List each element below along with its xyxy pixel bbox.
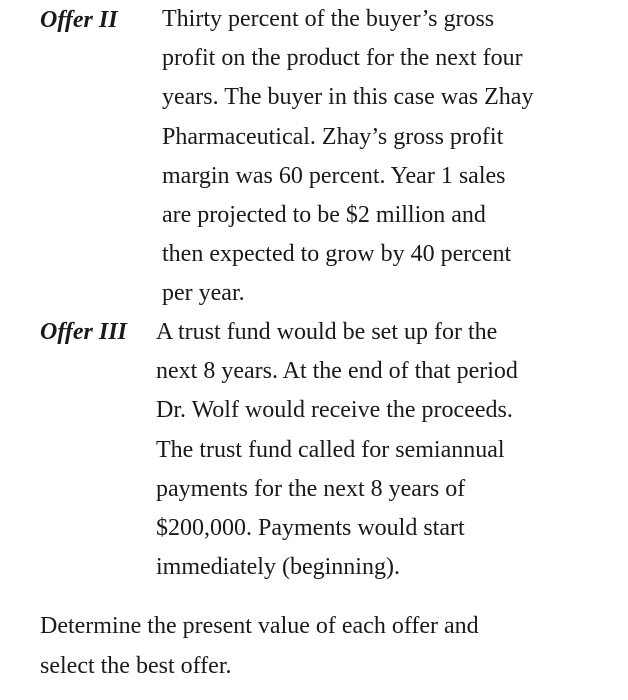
offer-ii-line: Thirty percent of the buyer’s gross bbox=[162, 6, 495, 32]
offer-iii-description bbox=[156, 313, 518, 587]
offer-ii-line: profit on the product for the next four bbox=[162, 45, 523, 72]
offer-iii-line: The trust fund called for semiannual bbox=[156, 436, 505, 463]
offer-ii-line: then expected to grow by 40 percent bbox=[162, 241, 512, 268]
problem-instruction bbox=[40, 607, 479, 686]
offer-iii-line: immediately (beginning). bbox=[156, 554, 400, 581]
offer-iii-label: Offer III bbox=[40, 319, 127, 345]
offer-ii-line: per year. bbox=[162, 280, 245, 307]
offer-ii-line: Pharmaceutical. Zhay’s gross profit bbox=[162, 123, 504, 150]
offer-ii-line: margin was 60 percent. Year 1 sales bbox=[162, 162, 506, 189]
offer-ii-description bbox=[162, 0, 533, 314]
instruction-line: Determine the present value of each offer and bbox=[40, 613, 479, 639]
offer-ii-line: years. The buyer in this case was Zhay bbox=[162, 84, 534, 111]
offer-iii-line: $200,000. Payments would start bbox=[156, 514, 465, 541]
offer-ii-line: are projected to be $2 million and bbox=[162, 201, 486, 228]
offer-iii-line: A trust fund would be set up for the bbox=[156, 319, 498, 345]
offer-iii-line: Dr. Wolf would receive the proceeds. bbox=[156, 397, 513, 424]
offer-iii-line: payments for the next 8 years of bbox=[156, 475, 466, 502]
offer-iii-line: next 8 years. At the end of that period bbox=[156, 358, 518, 385]
offer-ii-label: Offer II bbox=[40, 7, 118, 33]
instruction-line: select the best offer. bbox=[40, 652, 232, 679]
